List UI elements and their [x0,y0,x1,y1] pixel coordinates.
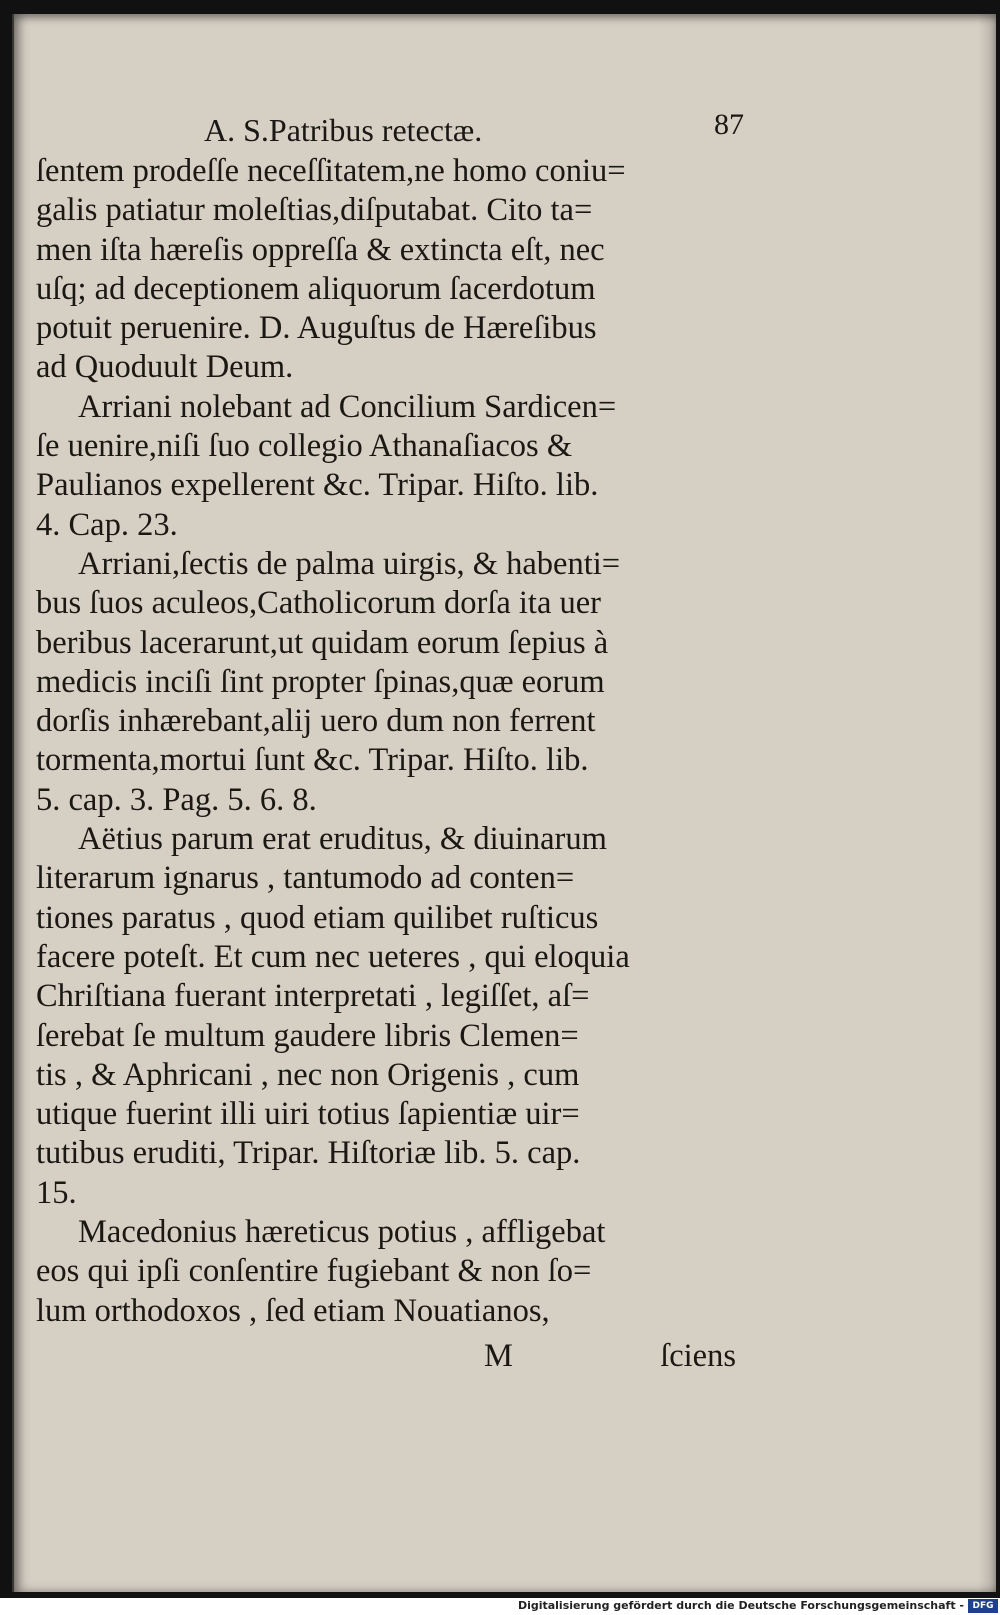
text-line: tiones paratus , quod etiam quilibet ruſticus [36,899,599,936]
text-line: dorſis inhærebant,alij uero dum non ferrent [36,703,596,740]
text-line: ſentem prodeſſe neceſſitatem,ne homo coniu= [36,153,626,189]
text-line: 5. cap. 3. Pag. 5. 6. 8. [36,781,317,818]
text-line: beribus lacerarunt,ut quidam eorum ſepius à [36,624,609,661]
text-line: medicis inciſi ſint propter ſpinas,quæ eorum [36,663,605,700]
running-head [204,102,744,152]
catchword-line [14,1332,736,1376]
text-line: tormenta,mortui ſunt &c. Tripar. Hiſto. lib. [36,742,589,779]
text-line: 15. [36,1174,77,1211]
text-line: tutibus eruditi, Tripar. Hiſtoriæ lib. 5. cap. [36,1135,581,1172]
text-line: tis , & Aphricani , nec non Origenis , cum [36,1056,580,1093]
text-line: eos qui ipſi conſentire fugiebant & non ſo= [36,1253,592,1290]
text-line: utique fuerint illi uiri totius ſapientiæ uir= [36,1096,580,1133]
text-line: literarum ignarus , tantumodo ad conten= [36,860,575,897]
text-line: facere poteſt. Et cum nec ueteres , qui eloquia [36,938,630,975]
text-line: men iſta hæreſis oppreſſa & extincta eſt, nec [36,231,605,268]
book-page [12,14,996,1592]
page-number: 87 [714,108,744,141]
text-line: Chriſtiana fuerant interpretati , legiſſet, aſ= [36,978,590,1015]
text-line: galis patiatur moleſtias,diſputabat. Cito ta= [36,192,593,229]
text-line: potuit peruenire. D. Auguſtus de Hæreſibus [36,310,597,347]
signature-mark: M [484,1338,513,1374]
text-line: 4. Cap. 23. [36,506,178,543]
text-line: Arriani,ſectis de palma uirgis, & habenti= [78,545,621,582]
text-line: uſq; ad deceptionem aliquorum ſacerdotum [36,270,596,307]
text-line: Arriani nolebant ad Concilium Sardicen= [78,388,617,425]
text-line: bus ſuos aculeos,Catholicorum dorſa ita uer [36,585,602,622]
text-line: ſerebat ſe multum gaudere libris Clemen= [36,1017,579,1054]
dfg-logo: DFG [968,1599,998,1613]
running-title: A. S.Patribus retectæ. [204,112,483,148]
footer-credit: Digitalisierung gefördert durch die Deutsche Forschungsgemeinschaft - [517,1599,964,1612]
digitization-footer [0,1598,1000,1615]
body-text [36,152,736,1331]
text-line: ad Quoduult Deum. [36,349,294,386]
text-line: ſe uenire,niſi ſuo collegio Athanaſiacos & [36,428,573,465]
text-line: Macedonius hæreticus potius , affligebat [78,1214,606,1251]
catchword: ſciens [660,1338,736,1374]
text-line: lum orthodoxos , ſed etiam Nouatianos, [36,1292,550,1329]
text-line: Paulianos expellerent &c. Tripar. Hiſto. lib. [36,467,599,504]
text-line: Aëtius parum erat eruditus, & diuinarum [78,821,607,858]
